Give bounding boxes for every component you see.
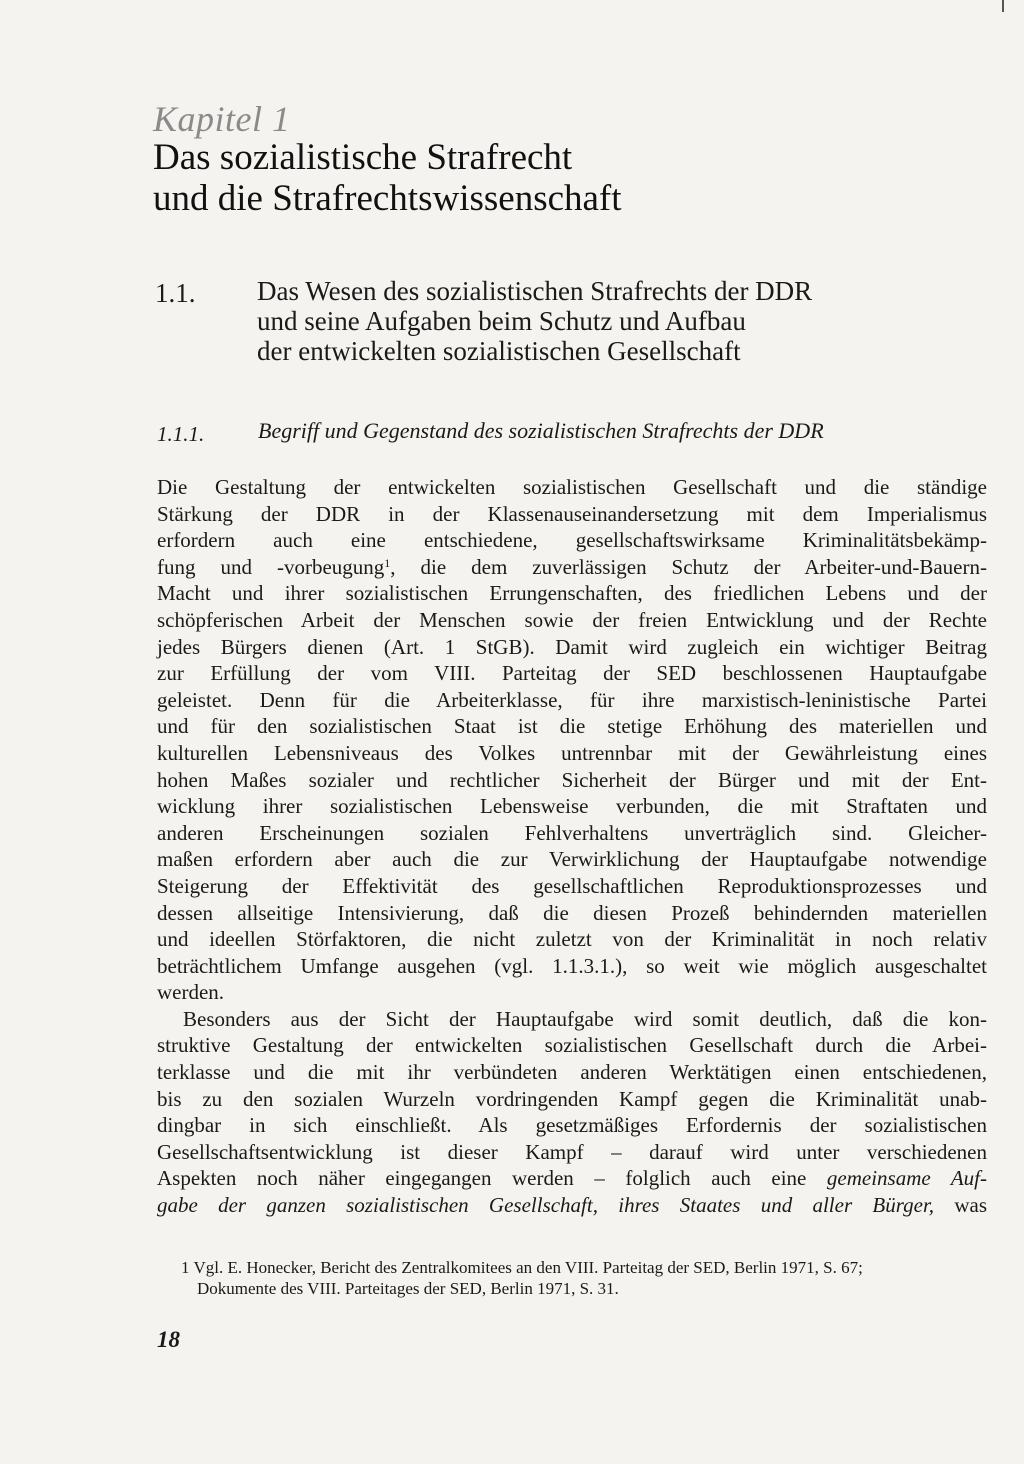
footnote-line: Dokumente des VIII. Parteitages der SED, Berlin 1971, S. 31. <box>197 1279 619 1298</box>
body-line: maßen erfordern aber auch die zur Verwirklichung der Hauptaufgabe notwendige <box>157 847 987 872</box>
body-line: und ideellen Störfaktoren, die nicht zuletzt von der Kriminalität in noch relativ <box>157 927 987 952</box>
footnote-reference[interactable]: 1 <box>384 555 391 570</box>
body-line: hohen Maßes sozialer und rechtlicher Sicherheit der Bürger und mit der Ent- <box>157 767 987 792</box>
body-line: struktive Gestaltung der entwickelten sozialistischen Gesellschaft durch die Arbei- <box>157 1033 987 1058</box>
body-line: wicklung ihrer sozialistischen Lebensweise verbunden, die mit Straftaten und <box>157 794 987 819</box>
footnote-line: 1 Vgl. E. Honecker, Bericht des Zentralkomitees an den VIII. Parteitag der SED, Berlin 1971, S. 67; <box>181 1258 863 1277</box>
body-line: werden. <box>157 980 225 1005</box>
body-line: bis zu den sozialen Wurzeln vordringenden Kampf gegen die Kriminalität unab- <box>157 1086 987 1111</box>
body-line <box>157 1165 987 1192</box>
body-line-text: was <box>954 1193 987 1218</box>
body-line: erfordern auch eine entschiedene, gesellschaftswirksame Kriminalitätsbekämp- <box>157 528 987 553</box>
chapter-label: Kapitel 1 <box>153 99 291 139</box>
scan-mark <box>1002 0 1004 12</box>
chapter-title-line: und die Strafrechtswissenschaft <box>153 178 622 219</box>
body-line: dessen allseitige Intensivierung, daß die diesen Prozeß behindernden materiellen <box>157 900 987 925</box>
subsection-number: 1.1.1. <box>157 422 205 446</box>
body-line-text: fung und -vorbeugung <box>157 554 385 579</box>
emphasis-text: gabe der ganzen sozialistischen Gesellschaft, ihres Staates und aller Bürger, <box>157 1193 935 1218</box>
body-line: kulturellen Lebensniveaus des Volkes untrennbar mit der Gewährleistung eines <box>157 740 987 765</box>
emphasis-text: gemeinsame Auf- <box>826 1166 988 1191</box>
body-line <box>157 554 987 581</box>
chapter-title <box>153 137 933 219</box>
page-number: 18 <box>157 1327 180 1352</box>
body-line: Gesellschaftsentwicklung ist dieser Kampf – darauf wird unter verschiedenen <box>157 1139 987 1164</box>
section-title <box>257 276 957 366</box>
section-title-line: der entwickelten sozialistischen Gesellschaft <box>257 336 741 366</box>
body-line: Stärkung der DDR in der Klassenauseinandersetzung mit dem Imperialismus <box>157 501 987 526</box>
body-line: beträchtlichem Umfange ausgehen (vgl. 1.1.3.1.), so weit wie möglich ausgeschaltet <box>157 953 987 978</box>
footnote <box>181 1257 981 1299</box>
body-line: dingbar in sich einschließt. Als gesetzmäßiges Erfordernis der sozialistischen <box>157 1113 987 1138</box>
body-line: Die Gestaltung der entwickelten sozialistischen Gesellschaft und die ständige <box>157 475 987 499</box>
body-line: geleistet. Denn für die Arbeiterklasse, für ihre marxistisch-leninistische Partei <box>157 687 987 712</box>
body-line: terklasse und die mit ihr verbündeten anderen Werktätigen einen entschiedenen, <box>157 1060 987 1085</box>
body-line: Macht und ihrer sozialistischen Errungenschaften, des friedlichen Lebens und der <box>157 581 987 606</box>
section-number: 1.1. <box>155 278 196 308</box>
body-line: anderen Erscheinungen sozialen Fehlverhaltens unverträglich sind. Gleicher- <box>157 820 987 845</box>
body-line: zur Erfüllung der vom VIII. Parteitag der SED beschlossenen Hauptaufgabe <box>157 661 987 686</box>
body-line: jedes Bürgers dienen (Art. 1 StGB). Damit wird zugleich ein wichtiger Beitrag <box>157 634 987 659</box>
body-line <box>157 1192 987 1219</box>
body-line: und für den sozialistischen Staat ist die stetige Erhöhung des materiellen und <box>157 714 987 739</box>
section-title-line: und seine Aufgaben beim Schutz und Aufbau <box>257 306 746 336</box>
body-line-text: , die dem zuverlässigen Schutz der Arbeiter-und-Bauern- <box>390 554 987 579</box>
subsection-title: Begriff und Gegenstand des sozialistischen Strafrechts der DDR <box>258 418 824 443</box>
body-text <box>157 474 987 1219</box>
body-line-text: Aspekten noch näher eingegangen werden – folglich auch eine <box>157 1166 807 1191</box>
body-line: Steigerung der Effektivität des gesellschaftlichen Reproduktionsprozesses und <box>157 873 987 898</box>
chapter-title-line: Das sozialistische Strafrecht <box>153 137 573 178</box>
body-line: Besonders aus der Sicht der Hauptaufgabe wird somit deutlich, daß die kon- <box>183 1006 987 1031</box>
body-line: schöpferischen Arbeit der Menschen sowie der freien Entwicklung und der Rechte <box>157 607 987 632</box>
section-title-line: Das Wesen des sozialistischen Strafrechts der DDR <box>257 276 813 306</box>
